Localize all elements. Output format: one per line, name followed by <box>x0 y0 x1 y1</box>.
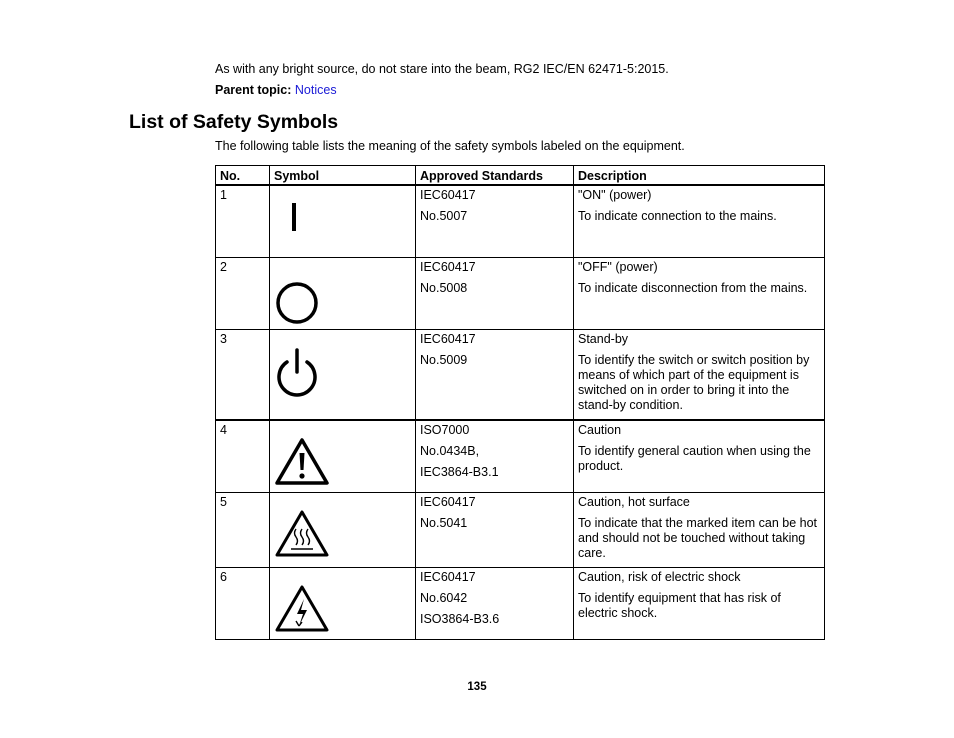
standards-cell <box>416 185 574 258</box>
description-cell <box>574 258 825 330</box>
description-title: "ON" (power) <box>578 188 652 202</box>
description-text: To identify the switch or switch position by means of which part of the equipment is switched on in order to bring it into the stand-by condition. <box>578 353 810 412</box>
description-text: To indicate that the marked item can be hot and should not be touched without taking care. <box>578 516 818 560</box>
row-number: 4 <box>216 420 270 493</box>
power-off-icon <box>274 280 320 326</box>
electric-shock-icon <box>274 584 330 634</box>
standard-line: IEC60417 <box>420 495 476 509</box>
description-cell <box>574 568 825 640</box>
row-number: 1 <box>216 185 270 258</box>
safety-symbols-table <box>215 165 825 640</box>
description-title: Caution <box>578 423 622 437</box>
parent-topic <box>215 83 337 97</box>
description-title: Caution, hot surface <box>578 495 690 509</box>
description-cell <box>574 185 825 258</box>
standard-line: IEC60417 <box>420 188 476 202</box>
symbol-cell <box>270 330 416 421</box>
standard-line: No.5041 <box>420 516 468 530</box>
standard-line: No.5008 <box>420 281 468 295</box>
standards-cell <box>416 568 574 640</box>
standard-line: ISO7000 <box>420 423 470 437</box>
description-text: To identify equipment that has risk of electric shock. <box>578 591 781 620</box>
symbol-cell <box>270 258 416 330</box>
row-number: 5 <box>216 493 270 568</box>
table-intro-text: The following table lists the meaning of the safety symbols labeled on the equipment. <box>215 139 685 153</box>
symbol-cell <box>270 568 416 640</box>
row-number: 2 <box>216 258 270 330</box>
description-text: To indicate disconnection from the mains. <box>578 281 808 295</box>
standard-line: IEC3864-B3.1 <box>420 465 499 479</box>
standard-line: IEC60417 <box>420 570 476 584</box>
description-text: To indicate connection to the mains. <box>578 209 777 223</box>
row-number: 3 <box>216 330 270 421</box>
symbol-cell <box>270 420 416 493</box>
standard-line: ISO3864-B3.6 <box>420 612 500 626</box>
standard-line: No.6042 <box>420 591 468 605</box>
description-cell <box>574 420 825 493</box>
description-text: To identify general caution when using the product. <box>578 444 811 473</box>
standards-cell <box>416 258 574 330</box>
standards-cell <box>416 493 574 568</box>
table-row <box>216 420 825 493</box>
notices-link[interactable]: Notices <box>294 83 337 97</box>
hot-surface-icon <box>274 509 330 559</box>
row-number: 6 <box>216 568 270 640</box>
header-description: Description <box>574 166 825 186</box>
description-title: Caution, risk of electric shock <box>578 570 741 584</box>
standard-line: No.5007 <box>420 209 468 223</box>
description-cell <box>574 493 825 568</box>
table-header-row <box>216 166 825 186</box>
description-cell <box>574 330 825 421</box>
intro-text: As with any bright source, do not stare into the beam, RG2 IEC/EN 62471-5:2015. <box>215 62 669 76</box>
description-title: Stand-by <box>578 332 629 346</box>
caution-icon <box>274 437 330 487</box>
standard-line: No.5009 <box>420 353 468 367</box>
standards-cell <box>416 330 574 421</box>
header-symbol: Symbol <box>270 166 416 186</box>
standby-icon <box>274 346 320 398</box>
standards-cell <box>416 420 574 493</box>
symbol-cell <box>270 185 416 258</box>
standard-line: IEC60417 <box>420 260 476 274</box>
page-title: List of Safety Symbols <box>129 111 339 133</box>
table-row <box>216 493 825 568</box>
parent-topic-label: Parent topic: <box>215 83 292 97</box>
standard-line: IEC60417 <box>420 332 476 346</box>
table-row <box>216 568 825 640</box>
table-row <box>216 185 825 258</box>
page-number: 135 <box>467 681 487 693</box>
header-standards: Approved Standards <box>416 166 574 186</box>
header-no: No. <box>216 166 270 186</box>
symbol-cell <box>270 493 416 568</box>
standard-line: No.0434B, <box>420 444 480 458</box>
power-on-icon <box>274 200 314 234</box>
description-title: "OFF" (power) <box>578 260 658 274</box>
table-row <box>216 258 825 330</box>
table-row <box>216 330 825 421</box>
